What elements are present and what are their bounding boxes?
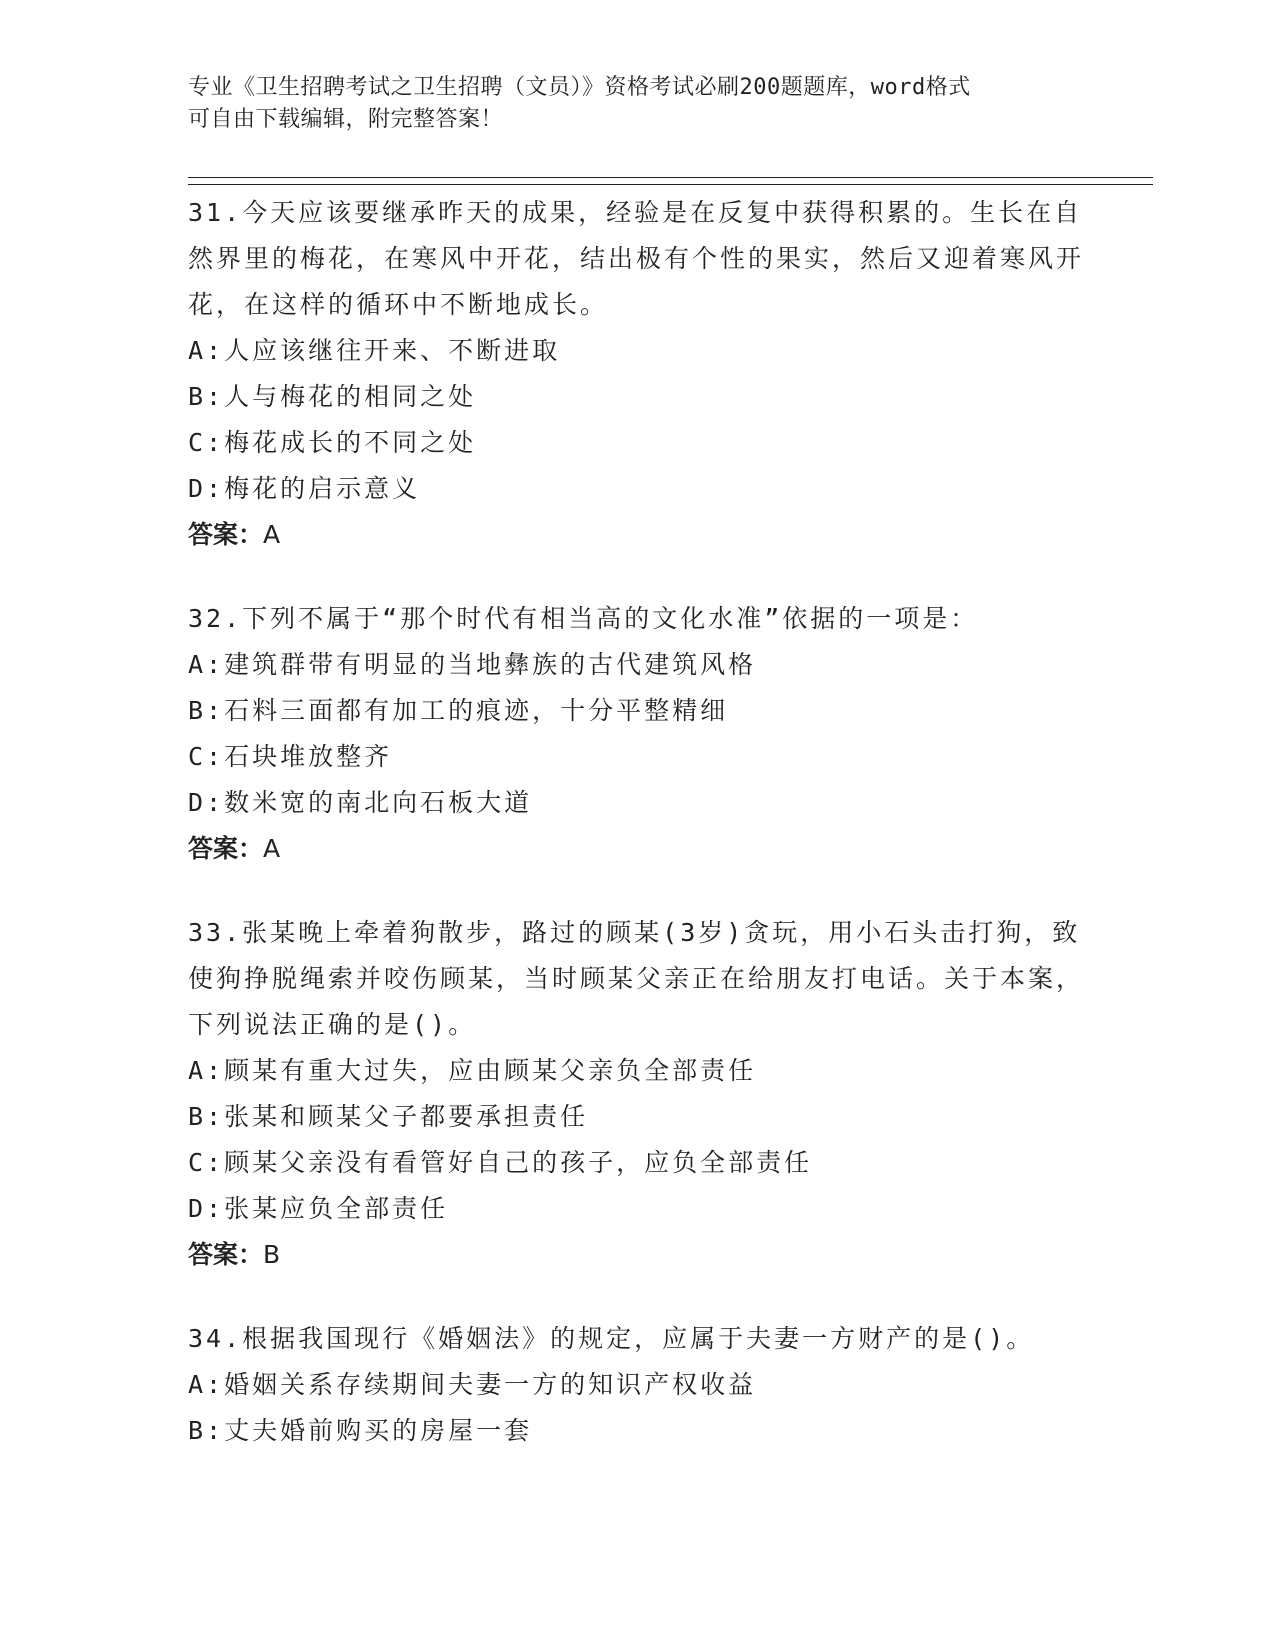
answer-value: A bbox=[263, 834, 281, 863]
answer-label: 答案： bbox=[188, 834, 264, 863]
answer-label: 答案： bbox=[188, 520, 264, 549]
question-32 bbox=[188, 596, 1108, 872]
answer-label: 答案： bbox=[188, 1240, 264, 1269]
option-c: C: 梅花成长的不同之处 bbox=[188, 428, 477, 457]
option-a: A: 顾某有重大过失，应由顾某父亲负全部责任 bbox=[188, 1056, 757, 1085]
option-b: B: 石料三面都有加工的痕迹，十分平整精细 bbox=[188, 696, 729, 725]
option-d: D: 张某应负全部责任 bbox=[188, 1194, 449, 1223]
question-34 bbox=[188, 1316, 1108, 1454]
option-b: B: 丈夫婚前购买的房屋一套 bbox=[188, 1416, 533, 1445]
option-a: A: 人应该继往开来、不断进取 bbox=[188, 336, 561, 365]
option-c: C: 顾某父亲没有看管好自己的孩子，应负全部责任 bbox=[188, 1148, 813, 1177]
option-d: D: 数米宽的南北向石板大道 bbox=[188, 788, 533, 817]
answer-value: A bbox=[263, 520, 281, 549]
question-list bbox=[188, 190, 1108, 1492]
header-divider-bottom bbox=[188, 184, 1153, 185]
option-a: A: 建筑群带有明显的当地彝族的古代建筑风格 bbox=[188, 650, 757, 679]
option-a: A: 婚姻关系存续期间夫妻一方的知识产权收益 bbox=[188, 1370, 757, 1399]
option-c: C: 石块堆放整齐 bbox=[188, 742, 393, 771]
question-stem: 34.根据我国现行《婚姻法》的规定，应属于夫妻一方财产的是()。 bbox=[188, 1324, 1035, 1353]
answer-value: B bbox=[263, 1240, 281, 1269]
answer-line bbox=[188, 512, 1108, 558]
question-33 bbox=[188, 910, 1108, 1278]
answer-line bbox=[188, 1232, 1108, 1278]
document-header bbox=[188, 72, 1088, 136]
question-stem: 31.今天应该要继承昨天的成果，经验是在反复中获得积累的。生长在自然界里的梅花，在寒风中开花，结出极有个性的果实，然后又迎着寒风开花，在这样的循环中不断地成长。 bbox=[188, 198, 1085, 319]
question-stem: 32.下列不属于“那个时代有相当高的文化水准”依据的一项是： bbox=[188, 604, 979, 633]
option-d: D: 梅花的启示意义 bbox=[188, 474, 421, 503]
question-31 bbox=[188, 190, 1108, 558]
option-b: B: 张某和顾某父子都要承担责任 bbox=[188, 1102, 589, 1131]
option-b: B: 人与梅花的相同之处 bbox=[188, 382, 477, 411]
header-line-2: 可自由下载编辑，附完整答案！ bbox=[188, 107, 504, 132]
question-stem: 33.张某晚上牵着狗散步，路过的顾某(3岁)贪玩，用小石头击打狗，致使狗挣脱绳索并咬伤顾某，当时顾某父亲正在给朋友打电话。关于本案，下列说法正确的是()。 bbox=[188, 918, 1085, 1039]
header-line-1: 专业《卫生招聘考试之卫生招聘（文员）》资格考试必刷200题题库，word格式 bbox=[188, 75, 971, 100]
answer-line bbox=[188, 826, 1108, 872]
header-divider-top bbox=[188, 177, 1153, 178]
